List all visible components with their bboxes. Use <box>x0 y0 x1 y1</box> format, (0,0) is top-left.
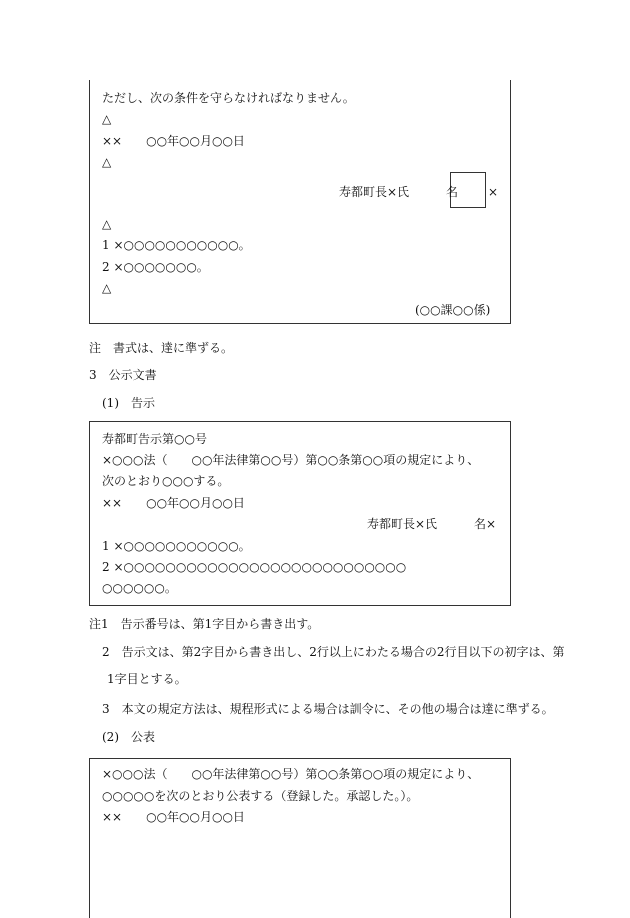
item-1: 1 ×○○○○○○○○○○○。 <box>102 238 251 252</box>
signer: 寿都町長×氏 <box>339 185 410 199</box>
subsection-heading: (1) 告示 <box>102 396 155 410</box>
name-char: 名 <box>446 185 459 199</box>
date-line: ×× ○○年○○月○○日 <box>102 810 245 824</box>
subsection-heading: (2) 公表 <box>102 730 155 744</box>
condition-text: ただし、次の条件を守らなければなりません。 <box>102 91 355 105</box>
triangle-mark: △ <box>102 155 112 169</box>
document-box-3 <box>89 758 511 918</box>
signer: 寿都町長×氏 <box>367 517 438 531</box>
item-1: 1 ×○○○○○○○○○○○。 <box>102 539 251 553</box>
item-2-continued: ○○○○○○。 <box>102 581 177 595</box>
notice-text: 次のとおり○○○する。 <box>102 474 230 488</box>
document-box-2 <box>89 421 511 606</box>
item-2: 2 ×○○○○○○○。 <box>102 260 209 274</box>
publication-text: ○○○○○を次のとおり公表する（登録した。承認した。）。 <box>102 789 419 803</box>
date-line: ×× ○○年○○月○○日 <box>102 496 245 510</box>
date-line: ×× ○○年○○月○○日 <box>102 134 245 148</box>
note: 2 告示文は、第2字目から書き出し、2行以上にわたる場合の2行目以下の初字は、第 <box>102 645 565 659</box>
section-label: (○○課○○係) <box>415 303 491 317</box>
signer-name: 名× <box>474 517 497 531</box>
section-heading: 3 公示文書 <box>89 368 157 382</box>
note: 3 本文の規定方法は、規程形式による場合は訓令に、その他の場合は達に準ずる。 <box>102 702 554 716</box>
triangle-mark: △ <box>102 112 112 126</box>
notice-number: 寿都町告示第○○号 <box>102 432 207 446</box>
item-2: 2 ×○○○○○○○○○○○○○○○○○○○○○○○○○○○ <box>102 560 407 574</box>
triangle-mark: △ <box>102 217 112 231</box>
note: 注1 告示番号は、第1字目から書き出す。 <box>89 617 320 631</box>
triangle-mark: △ <box>102 281 112 295</box>
seal-cross: × <box>488 185 499 199</box>
publication-text: ×○○○法（ ○○年法律第○○号）第○○条第○○項の規定により、 <box>102 767 480 781</box>
document-box-1 <box>89 80 511 324</box>
note-continued: 1字目とする。 <box>107 672 187 686</box>
note: 注 書式は、達に準ずる。 <box>89 341 234 355</box>
notice-text: ×○○○法（ ○○年法律第○○号）第○○条第○○項の規定により、 <box>102 453 480 467</box>
